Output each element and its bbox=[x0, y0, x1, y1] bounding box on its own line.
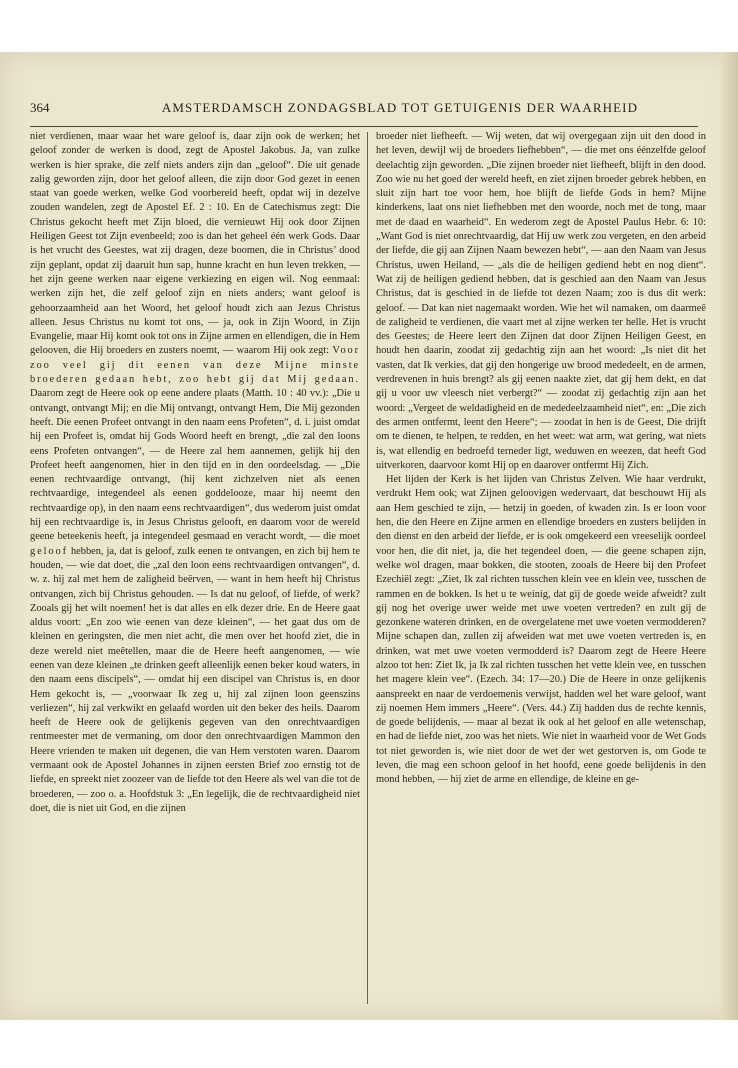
page-header bbox=[30, 100, 698, 120]
newspaper-page bbox=[0, 52, 738, 1020]
scan-background-bottom bbox=[0, 1020, 738, 1068]
right-column bbox=[376, 130, 706, 788]
left-text-2: Daarom zegt de Heere ook op eene andere plaats (Matth. 10 : 40 vv.): „Die u ontvangt, ontvangt Mij; en die Mij ontvangt, ontvangt Hem, Die Mij gezonden heeft. Die eenen Profeet ontvangt in den naam eens Profeten“, d. i. juist omdat hij een Profeet is, omdat hij Gods Woord heeft en brengt, „die zal den loons eens Profeten ontvangen“, — de Heere zal hem aannemen, gelijk hij den Profeet heeft aangenomen, hier in den tijd en in den oordeelsdag. — „Die eenen rechtvaardige ontvangt, (hij kent zichzelven niet als eenen rechtvaardige, integendeel als eenen goddelooze, maar hij neemt den rechtvaardige op), in den naam eens rechtvaardigen“, dus wederom juist omdat hij een rechtvaardige is, in Jesus Christus gelooft, en daarom voor de wereld geene beteekenis heeft, ja integendeel gesmaad en veracht wordt, — die moet bbox=[30, 388, 360, 543]
header-rule bbox=[30, 126, 698, 127]
left-column bbox=[30, 130, 360, 816]
right-paragraph-1: broeder niet liefheeft. — Wij weten, dat wij overgegaan zijn uit den dood in het leven, dewijl wij de broeders liefhebben“, — die met ons éénzelfde geloof deelachtig zijn geworden. „Die zijnen broeder niet liefheeft, blijft in den dood. Zoo wie nu het goed der wereld heeft, en ziet zijnen broeder gebrek hebben, en sluit zijn hart toe voor hem, hoe blijft de liefde Gods in hem? Mijne kinderkens, laat ons niet liefhebben met den woorde, noch met de tong, maar met de daad en waarheid“. En wederom zegt de Apostel Paulus Hebr. 6: 10: „Want God is niet onrechtvaardig, dat Hij uw werk zou vergeten, en den arbeid der liefde, die gij aan Zijnen Naam bewezen hebt“, — aan den Naam van Jesus Christus, uwen Heiland, — „als die de heiligen gediend hebt en nog dient“. Wat zij de heiligen gediend hebben, dat is geschied aan den Naam van Jesus Christus, dat is geschied in de liefde tot dezen Naam; zoo is dus dit werk: geloof. — Dat kan niet nagemaakt worden. Wie het wil namaken, om daarmeê de zaligheid te verdienen, die vaart met al zijne werken ter helle. Het is vrucht des Geestes; de Heere leert den Zijnen dat door Zijnen Heiligen Geest, en houdt hen daarin, zoodat zij gedachtig zijn aan het woord: „Is niet dit het vasten, dat Ik verkies, dat gij den hongerige uw brood mededeelt, en de armen, verdrevenen in huis brengt? als gij eenen naakte ziet, dat gij hem dekt, en dat gij u voor uw vleesch niet verbergt?“ — zoodat zij gedachtig zijn aan het woord: „Vergeet de weldadigheid en de mededeelzaamheid niet“, en: „Die zich des armen ontfermt, leent den Heere“; — zoodat in hen is de Geest, Die drijft om te dienen, te helpen, te redden, en het weet: wat arm, wat gering, wat niets is, wat ellendig en bedroefd terneder ligt, weduwen en weezen, dat heeft God uitverkoren, daarvoor komt Hij op en daarover ontfermt Hij Zich. bbox=[376, 131, 706, 471]
page-number: 364 bbox=[30, 100, 50, 115]
left-spaced-quote: Voor zoo veel gij dit eenen van deze Mijne minste broederen gedaan hebt, zoo hebt gij dat Mij gedaan. bbox=[30, 345, 360, 386]
left-text-1: niet verdienen, maar waar het ware geloof is, daar zijn ook de werken; het geloof zonder de werken is dood, zegt de Apostel Jakobus. Ja, van zulke werken is hier sprake, die zelf niets anders zijn dan „geloof“. Die uit genade zalig geworden zijn, door het geloof alleen, die zijn door God gezet in eenen staat van goede werken, welke God voorbereid heeft, opdat wij in dezelve zouden wandelen, zegt de Apostel Ef. 2 : 10. En de Catechismus zegt: Die Christus gekocht heeft met Zijn bloed, die vernieuwt Hij ook door Zijnen Heiligen Geest tot Zijn evenbeeld; zoo is dan het geheel één werk Gods. Daar is het vrucht des Geestes, wat zij dragen, deze boomen, die in Christus’ dood zijn geplant, opdat zij daaruit hun sap, hunne kracht en hun leven trekken, — het zijn geene werken naar eigene verkiezing en eigen wil. Nog eenmaal: werken zijn het, die zelf geloof zijn en niets anders; want geloof is gehoorzaamheid aan het Woord, het geloof houdt zich aan Jezus Christus alleen. Jesus Christus nu komt tot ons, — ja, ook in Zijn Woord, in Zijn Evangelie, maar Hij komt ook tot ons in Zijne armen en ellendigen, die in Hem gelooven, die Hij broeders en zusters noemt, — waarom Hij ook zegt: bbox=[30, 131, 360, 357]
column-divider bbox=[367, 132, 368, 1004]
page-spine-shadow bbox=[722, 52, 738, 1020]
running-title: AMSTERDAMSCH ZONDAGSBLAD TOT GETUIGENIS DER WAARHEID bbox=[161, 100, 639, 115]
scan-background-top bbox=[0, 0, 738, 52]
left-paragraph bbox=[30, 130, 360, 816]
left-spaced-word: geloof bbox=[30, 545, 68, 557]
left-text-3: hebben, ja, dat is geloof, zulk eenen te ontvangen, en zich bij hem te houden, — wie dat doet, die „zal den loon eens rechtvaardigen ontvangen“, d. w. z. hij zal met hem de zaligheid beërven, — want in hem heeft hij Christus ontvangen, zich bij Christus gehouden. — Is dat nu geloof, of liefde, of werk? Zooals gij het wilt noemen! het is dat alles en elk dezer drie. En de Heere gaat aldus voort: „En zoo wie eenen van deze kleinen“, — het gaat dus om de kleinen en geringsten, die men niet acht, die men over het hoofd ziet, die in deze wereld niet meêtellen, maar die de Heere heeft aangenomen, — wie eenen van deze kleinen „te drinken geeft alleenlijk eenen beker koud waters, in den naam eens discipels“, — omdat hij een discipel van Christus is, en door Hem gekocht is, — „voorwaar Ik zeg u, hij zal zijnen loon geenszins verliezen“, hij zal verkwikt en gelaafd worden uit den beker des heils. Daarom heeft de Heere ook de gelijkenis gegeven van den onrechtvaardigen rentmeester met de vermaning, om door den onrechtvaardigen Mammon den Heere vrienden te maken uit degenen, die van Hem verstoten waren. Daarom vermaant ook de Apostel Johannes in zijnen eersten Brief zoo ernstig tot de liefde, en spreekt niet zoozeer van de liefde tot den Heere als wel van die tot de broederen, — zoo o. a. Hoofdstuk 3: „En legelijk, die de rechtvaardigheid niet doet, die is niet uit God, en die zijnen bbox=[30, 545, 360, 814]
right-paragraph-2: Het lijden der Kerk is het lijden van Christus Zelven. Wie haar verdrukt, verdrukt Hem ook; wat Zijnen geloovigen wedervaart, dat beschouwt Hij als aan Hem geschied te zijn, — hetzij in goeden, of kwaden zin. Is er loon voor hen, die den Heere en Zijne armen en ellendige broeders en zusters belijden in den dienst en den arbeid der liefde, er is ook omgekeerd een vreeselijk oordeel voor hen, die dit niet, ja, die het tegendeel doen, — die geene schapen zijn, welke wol dragen, maar bokken, die stooten, zooals de Heere bij den Profeet Ezechiël zegt: „Ziet, Ik zal richten tusschen klein vee en klein vee, tusschen de rammen en de bokken. Is het u te weinig, dat gij de goede weide afweidt? zult gij nog het overige uwer weide met uwe voeten vertreden? en zult gij de gezonkene wateren drinken, en de overgelatene met uwe voeten vermodderen? Mijne schapen dan, zullen zij afweiden wat met uwe voeten vertreden is, en drinken, wat met uwe voeten vermodderd is? Daarom zegt de Heere Heere alzoo tot hen: Ziet Ik, ja Ik zal richten tusschen het vette klein vee, en tusschen het magere klein vee“. (Ezech. 34: 17—20.) Die de Heere in onze gelijkenis aanspreekt en naar de verdoemenis verwijst, hadden wel het ware geloof, want zij noemen Hem immers „Heere“. (Vers. 44.) Zij hadden dus de rechte kennis, de goede belijdenis, — maar al bezat ik ook al het geloof en alle wetenschap, en had de liefde niet, zoo was het niets. Wie niet in waarheid voor de Wet Gods tot niet geworden is, wie niet door de wet der wet gestorven is, om Gode te leven, die mag een schoon geloof in het hoofd, eene goede belijdenis in den mond hebben, — hij ziet de arme en ellendige, de kleine en ge- bbox=[376, 474, 706, 786]
